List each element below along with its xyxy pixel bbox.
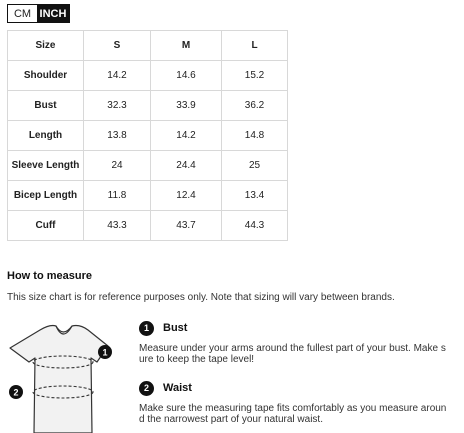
table-cell: 12.4: [151, 181, 222, 211]
size-chart-disclaimer: This size chart is for reference purposes only. Note that sizing will vary between brands.: [7, 292, 395, 303]
tshirt-diagram: [0, 318, 126, 433]
table-cell: 24: [84, 151, 151, 181]
step-title: Bust: [163, 322, 188, 334]
table-cell: 14.2: [84, 61, 151, 91]
table-cell: 14.6: [151, 61, 222, 91]
table-row: [8, 91, 288, 121]
step-description: [139, 403, 464, 425]
table-cell: 44.3: [222, 211, 288, 241]
table-row: [8, 121, 288, 151]
table-cell: 25: [222, 151, 288, 181]
row-label: Bust: [8, 91, 84, 121]
table-cell: 24.4: [151, 151, 222, 181]
how-to-measure-heading: How to measure: [7, 270, 92, 282]
step-number-badge: 2: [139, 381, 154, 396]
size-table: [7, 30, 288, 241]
step-description-line: Make sure the measuring tape fits comfortably as you measure aroun: [139, 403, 447, 414]
table-row: [8, 151, 288, 181]
tshirt-outline-icon: [10, 326, 108, 433]
table-cell: 33.9: [151, 91, 222, 121]
table-cell: 43.7: [151, 211, 222, 241]
column-header: L: [222, 31, 288, 61]
table-cell: 32.3: [84, 91, 151, 121]
table-row: [8, 61, 288, 91]
unit-toggle: [7, 4, 70, 23]
row-label: Cuff: [8, 211, 84, 241]
waist-marker: [9, 385, 23, 399]
row-label: Bicep Length: [8, 181, 84, 211]
table-cell: 13.4: [222, 181, 288, 211]
column-header: S: [84, 31, 151, 61]
table-cell: 13.8: [84, 121, 151, 151]
column-header: M: [151, 31, 222, 61]
row-label: Sleeve Length: [8, 151, 84, 181]
bust-marker-label: 1: [102, 347, 108, 358]
table-row: [8, 211, 288, 241]
table-header-row: [8, 31, 288, 61]
step-description-line: d the narrowest part of your natural waist.: [139, 414, 323, 425]
bust-marker: [98, 345, 112, 359]
table-cell: 43.3: [84, 211, 151, 241]
table-cell: 15.2: [222, 61, 288, 91]
unit-inch-button[interactable]: INCH: [37, 5, 69, 22]
step-description-line: Measure under your arms around the fullest part of your bust. Make s: [139, 343, 446, 354]
table-row: [8, 181, 288, 211]
step-description-line: ure to keep the tape level!: [139, 354, 255, 365]
waist-marker-label: 2: [13, 387, 19, 398]
step-number-badge: 1: [139, 321, 154, 336]
unit-cm-button[interactable]: CM: [8, 5, 37, 22]
row-label: Length: [8, 121, 84, 151]
table-cell: 14.8: [222, 121, 288, 151]
table-cell: 36.2: [222, 91, 288, 121]
row-label: Shoulder: [8, 61, 84, 91]
step-title: Waist: [163, 382, 192, 394]
table-cell: 11.8: [84, 181, 151, 211]
bust-instruction: [139, 320, 464, 365]
column-header: Size: [8, 31, 84, 61]
step-description: [139, 343, 464, 365]
table-cell: 14.2: [151, 121, 222, 151]
waist-instruction: [139, 380, 464, 425]
